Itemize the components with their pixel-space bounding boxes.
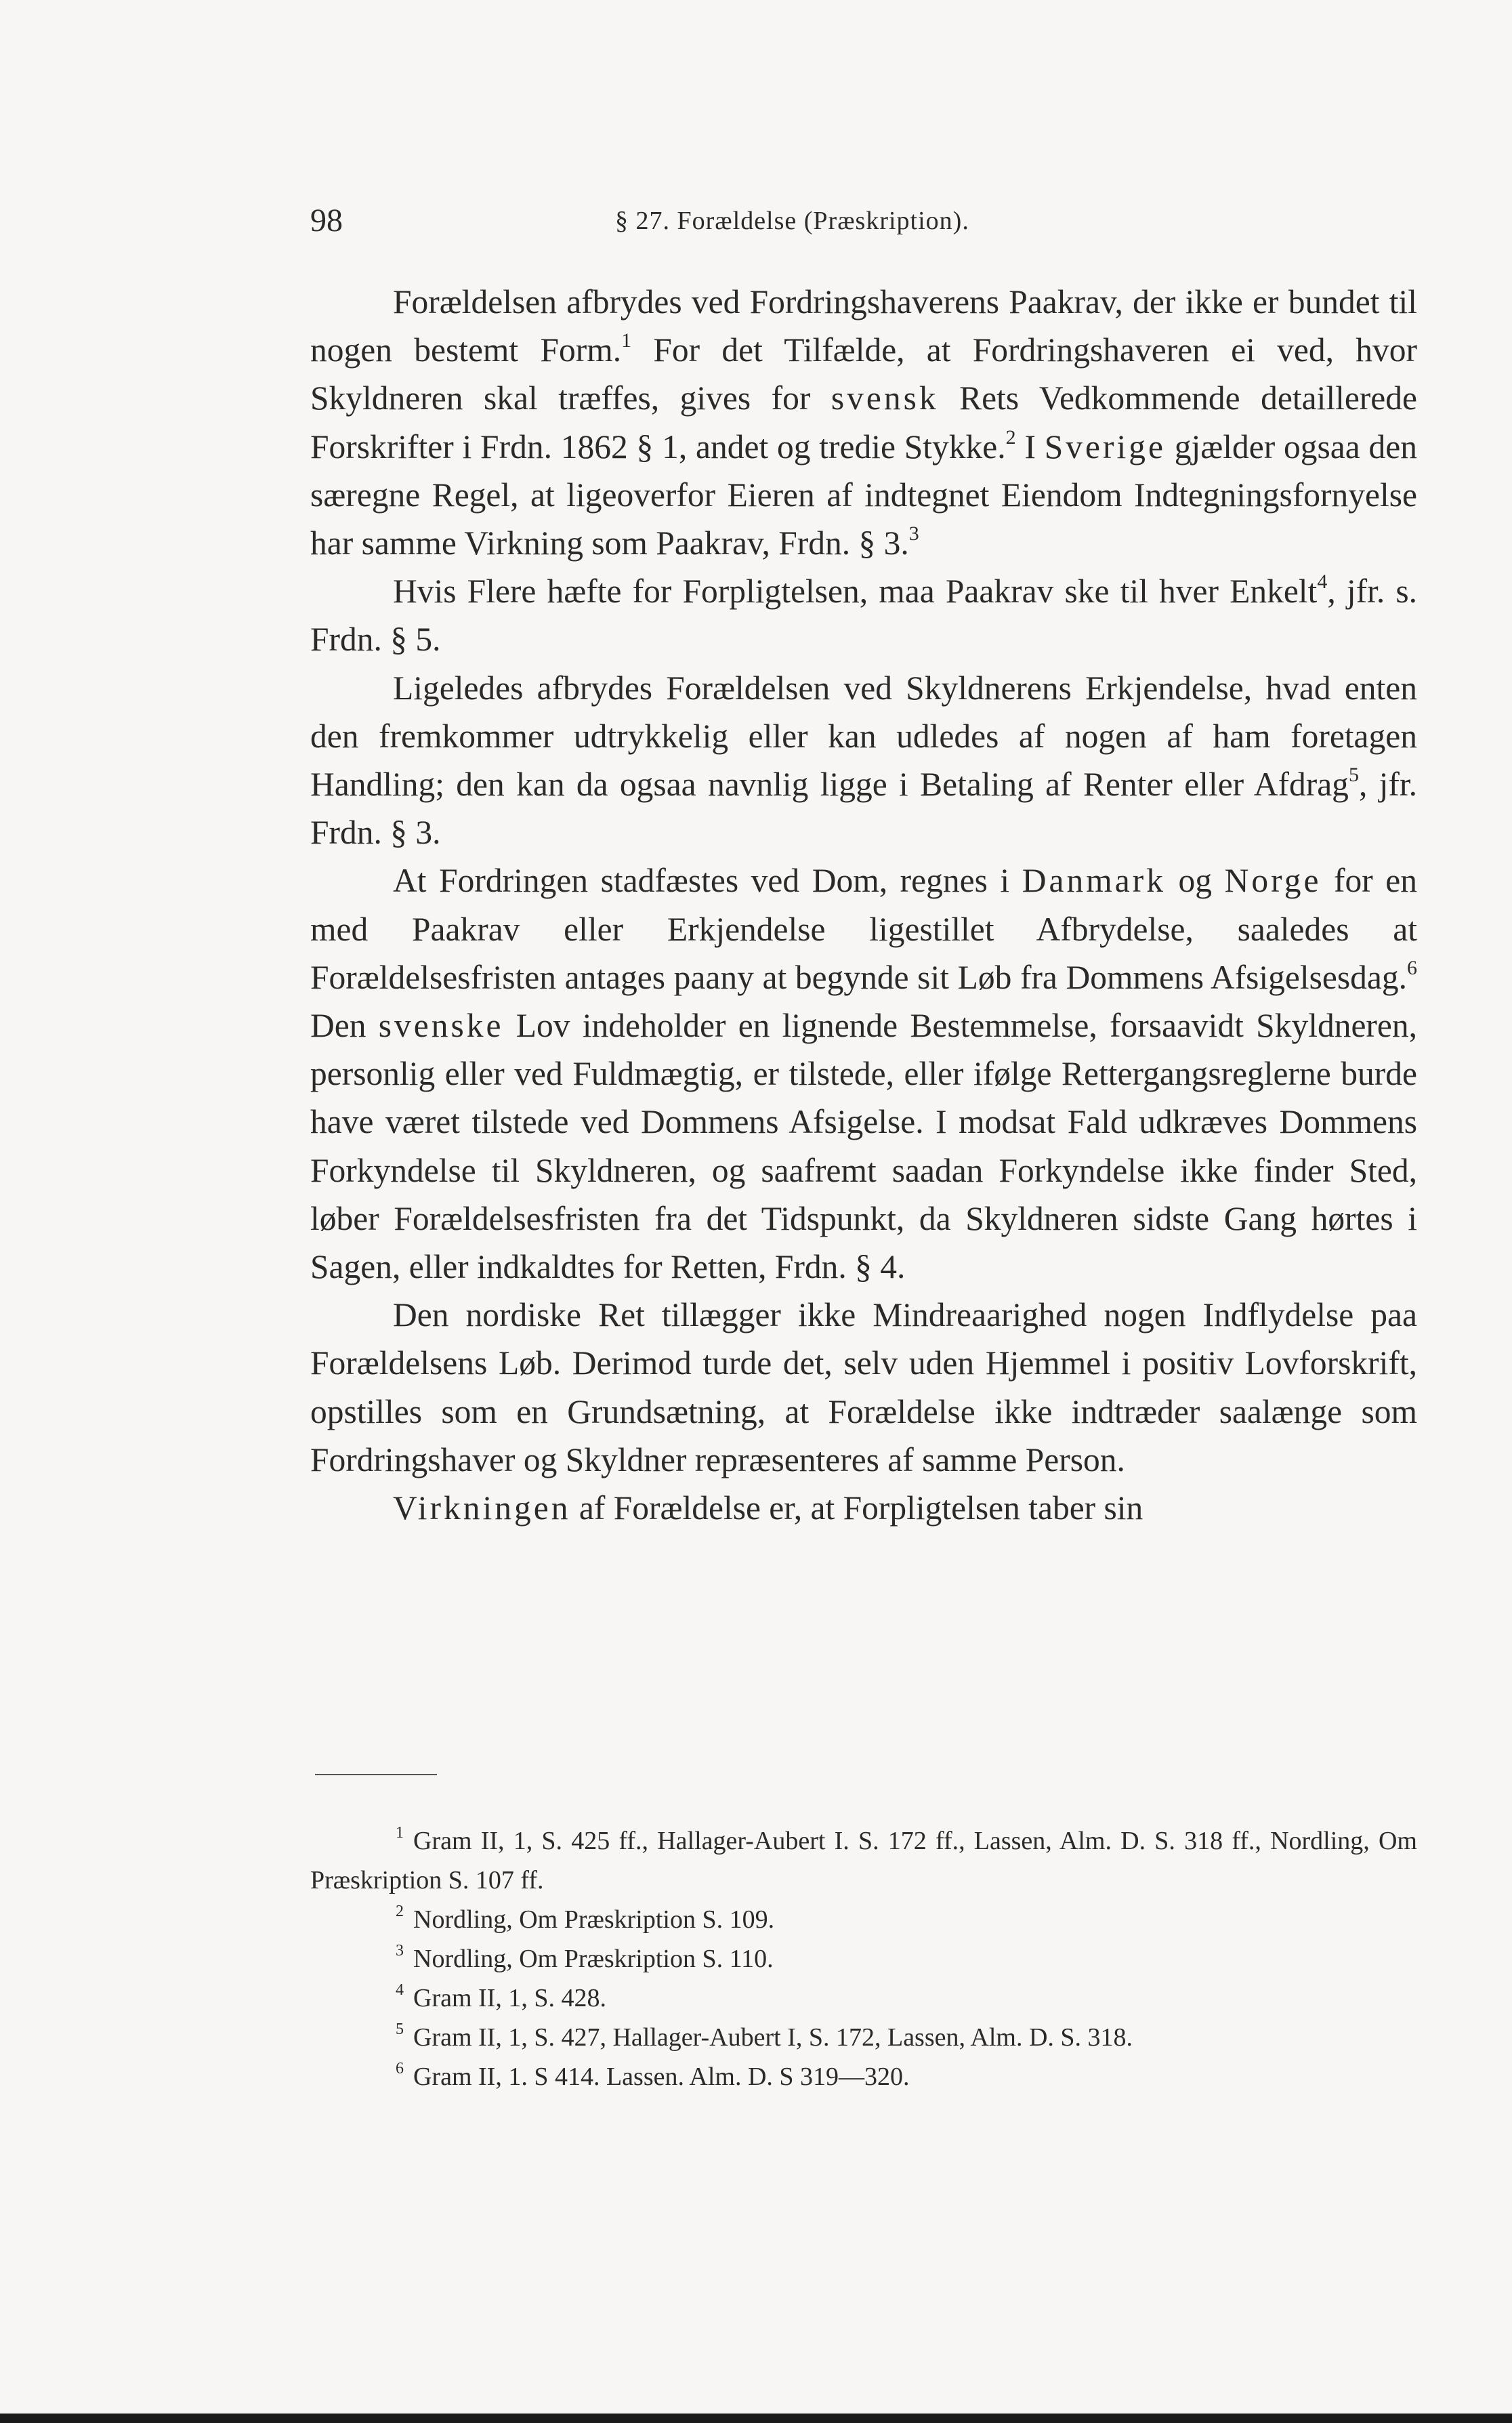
text-run: Forældelsen afbrydes ved Fordringshaverens Paakrav, der ikke er bundet til nogen bestemt Form. bbox=[310, 283, 1417, 369]
footnote-mark: 6 bbox=[396, 2060, 404, 2078]
footnote-text: Gram II, 1, S. 427, Hallager-Aubert I, S. 172, Lassen, Alm. D. S. 318. bbox=[413, 2023, 1133, 2052]
footnote bbox=[310, 1900, 1417, 1939]
footnote bbox=[310, 1979, 1417, 2018]
text-run: Ligeledes afbrydes Forældelsen ved Skyldnerens Erkjendelse, hvad enten den fremkommer udtrykkelig eller kan udledes af nogen af ham foretagen Handling; den kan da ogsaa navnlig ligge i Betaling af Renter eller Afdrag bbox=[310, 669, 1417, 804]
footnote-mark: 1 bbox=[396, 1824, 404, 1842]
footnote-text: Gram II, 1, S. 428. bbox=[413, 1984, 606, 2012]
text-run: Den nordiske Ret tillægger ikke Mindreaarighed nogen Indflydelse paa Forældelsens Løb. Derimod turde det, selv uden Hjemmel i positiv Lovforskrift, opstilles som en Grundsætning, at Forældelse ikke indtræder saalænge som Fordringshaver og Skyldner repræsenteres af samme Person. bbox=[310, 1296, 1417, 1478]
page-header bbox=[310, 202, 1417, 249]
paragraph bbox=[310, 278, 1417, 567]
footnote-ref: 2 bbox=[1005, 426, 1016, 449]
text-run: , jfr. Frdn. § 3. bbox=[310, 766, 1418, 852]
body-text bbox=[310, 278, 1417, 1532]
footnote-ref: 3 bbox=[908, 522, 919, 545]
footnote-ref: 6 bbox=[1407, 956, 1417, 979]
footnote-mark: 4 bbox=[396, 1981, 404, 2000]
paragraph bbox=[310, 1291, 1417, 1484]
text-run: Lov indeholder en lignende Bestemmelse, forsaavidt Skyldneren, personlig eller ved Fuldmægtig, er tilstede, eller ifølge Rettergangsreglerne burde have været tilstede ved Dommens Afsigelse. I modsat Fald udkræves Dommens Forkyndelse til Skyldneren, og saafremt saadan Forkyndelse ikke finder Sted, løber Forældelsesfristen fra det Tidspunkt, da Skyldneren sidste Gang hørtes i Sagen, eller indkaldtes for Retten, Frdn. § 4. bbox=[310, 1007, 1418, 1286]
paragraph bbox=[310, 1484, 1417, 1532]
text-run: At Fordringen stadfæstes ved Dom, regnes i bbox=[393, 862, 1022, 900]
paragraph bbox=[310, 567, 1417, 663]
text-run: for en med Paakrav eller Erkjendelse ligestillet Afbrydelse, saaledes at Forældelsesfristen antages paany at begynde sit Løb fra Dommens Afsigelsesdag. bbox=[310, 862, 1418, 996]
text-run: , jfr. s. Frdn. § 5. bbox=[310, 573, 1417, 659]
footnote bbox=[310, 1821, 1417, 1900]
footnote-mark: 3 bbox=[396, 1942, 404, 1960]
footnote-ref: 5 bbox=[1348, 764, 1359, 787]
page-number: 98 bbox=[310, 203, 343, 239]
text-run: Rets Vedkommende detaillerede Forskrifter i Frdn. 1862 § 1, andet og tredie Stykke. bbox=[310, 379, 1417, 465]
text-run: I bbox=[1015, 428, 1045, 465]
text-run: Hvis Flere hæfte for Forpligtelsen, maa Paakrav ske til hver Enkelt bbox=[393, 573, 1318, 610]
text-run: og bbox=[1165, 862, 1225, 900]
footnote bbox=[310, 2018, 1417, 2057]
text-run: Den bbox=[310, 1007, 379, 1045]
footnote-text: Gram II, 1. S 414. Lassen. Alm. D. S 319—320. bbox=[413, 2063, 910, 2091]
footnote-ref: 4 bbox=[1317, 571, 1328, 594]
footnote bbox=[310, 1939, 1417, 1979]
footnote-text: Nordling, Om Præskription S. 110. bbox=[413, 1945, 774, 1973]
footnote-mark: 2 bbox=[396, 1903, 404, 1921]
text-run: For det Tilfælde, at Fordringshaveren ei ved, hvor Skyldneren skal træffes, gives for bbox=[310, 331, 1417, 417]
footnote-separator bbox=[315, 1774, 437, 1775]
scan-border bbox=[0, 2414, 1512, 2423]
text-run: af Forældelse er, at Forpligtelsen taber sin bbox=[570, 1489, 1143, 1527]
footnote bbox=[310, 2057, 1417, 2096]
running-title: § 27. Forældelse (Præskription). bbox=[615, 207, 969, 235]
footnotes bbox=[310, 1821, 1417, 2096]
footnote-text: Gram II, 1, S. 425 ff., Hallager-Aubert I. S. 172 ff., Lassen, Alm. D. S. 318 ff., Nordling, Om Præskription S. 107 ff. bbox=[310, 1827, 1417, 1894]
emphasized-text: Norge bbox=[1224, 862, 1322, 900]
emphasized-text: Danmark bbox=[1022, 862, 1166, 900]
paragraph bbox=[310, 856, 1417, 1291]
emphasized-text: Sverige bbox=[1044, 428, 1166, 465]
emphasized-text: Virkningen bbox=[393, 1489, 571, 1527]
footnote-mark: 5 bbox=[396, 2021, 404, 2039]
paragraph bbox=[310, 664, 1417, 857]
footnote-text: Nordling, Om Præskription S. 109. bbox=[413, 1905, 775, 1934]
text-run: gjælder ogsaa den særegne Regel, at ligeoverfor Eieren af indtegnet Eiendom Indtegningsfornyelse har samme Virkning som Paakrav, Frdn. § 3. bbox=[310, 428, 1417, 562]
emphasized-text: svenske bbox=[378, 1007, 504, 1045]
emphasized-text: svensk bbox=[831, 379, 939, 417]
footnote-ref: 1 bbox=[621, 329, 632, 352]
